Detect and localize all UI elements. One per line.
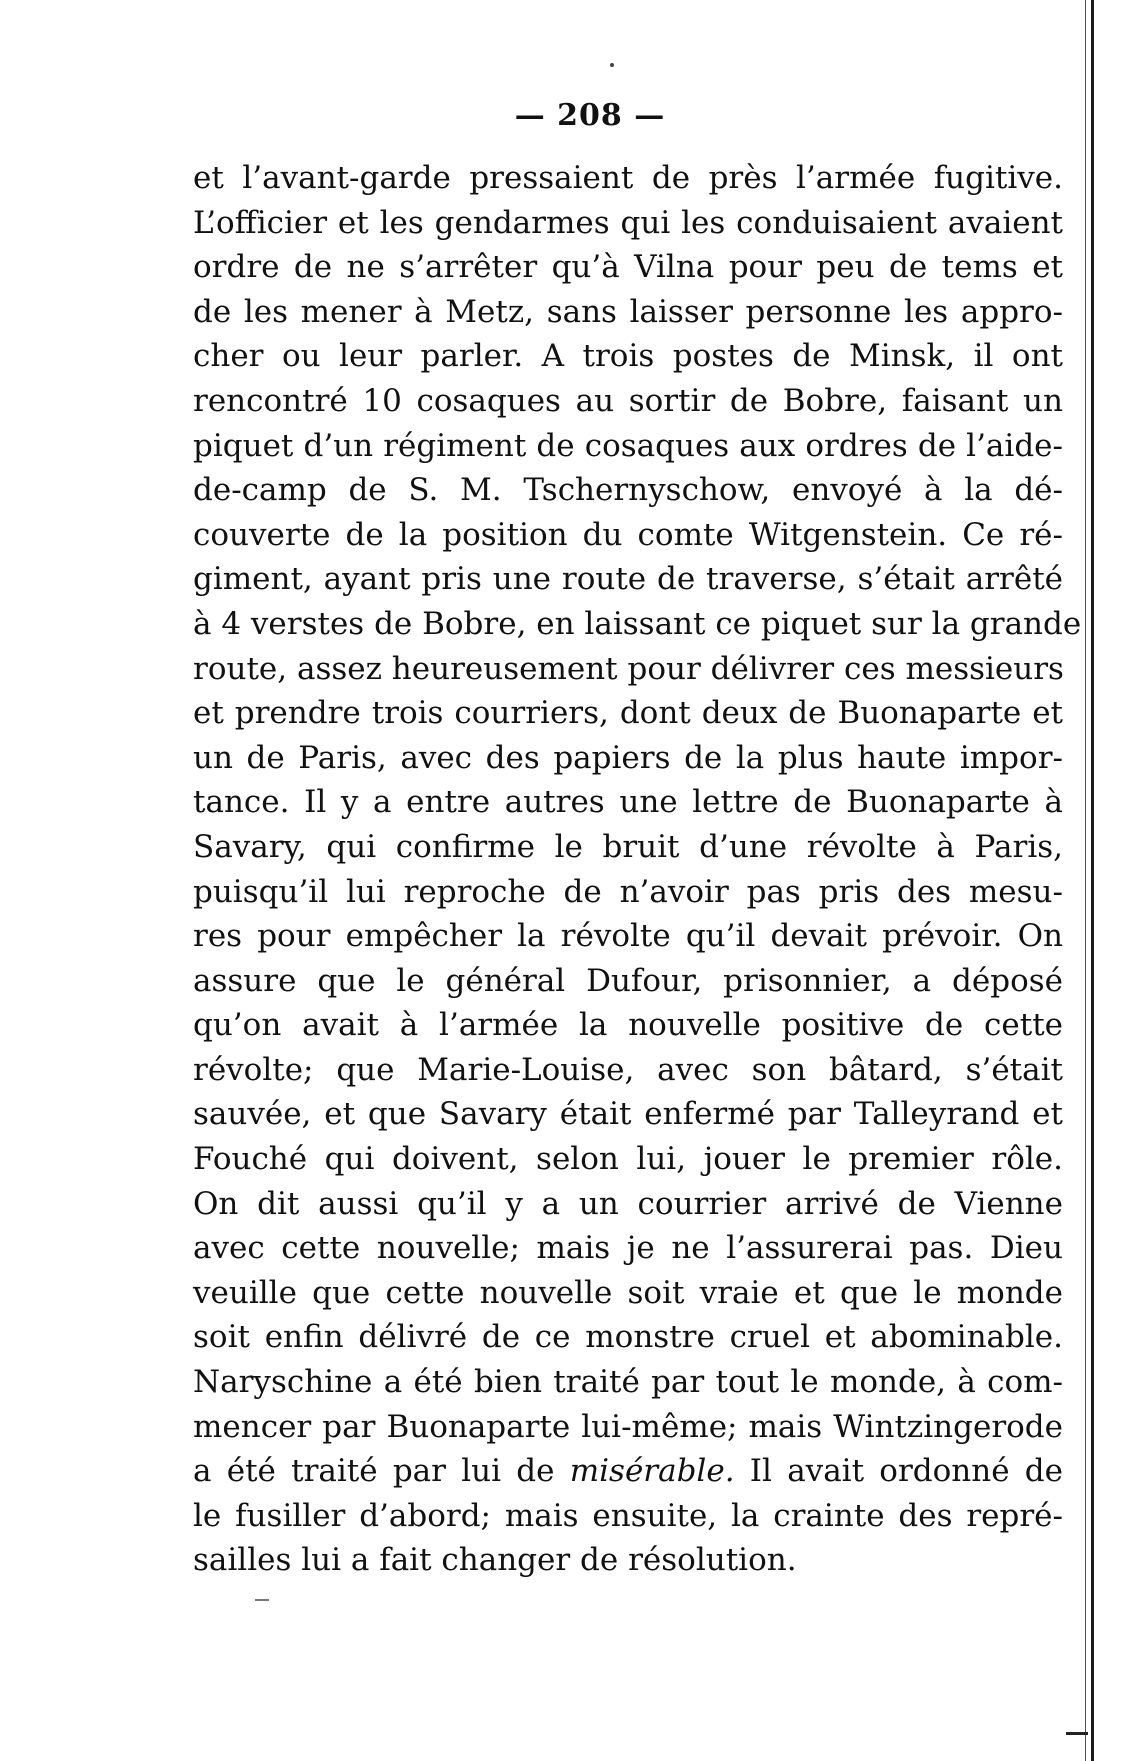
text-line-31: le fusiller d’abord; mais ensuite, la crainte des repré- [193, 1497, 1063, 1534]
text-line-16: Savary, qui confirme le bruit d’une révolte à Paris, [193, 828, 1063, 865]
page-edge-rule [1091, 0, 1094, 1761]
text-line-8: de-camp de S. M. Tschernyschow, envoyé à la dé- [193, 472, 1063, 509]
text-line-23: Fouché qui doivent, selon lui, jouer le premier rôle. [193, 1141, 1063, 1178]
text-line-19: assure que le général Dufour, prisonnier, a déposé [193, 962, 1063, 999]
text-line-7: piquet d’un régiment de cosaques aux ordres de l’aide- [193, 427, 1063, 464]
stray-dash-mark [255, 1599, 269, 1601]
text-line-25: avec cette nouvelle; mais je ne l’assurerai pas. Dieu [193, 1230, 1063, 1267]
text-line-22: sauvée, et que Savary était enfermé par Talleyrand et [193, 1096, 1063, 1133]
text-line-30-end: Il avait ordonné de [734, 1453, 1063, 1490]
text-line-1: et l’avant-garde pressaient de près l’armée fugitive. [193, 160, 1063, 196]
text-line-28: Naryschine a été bien traité par tout le monde, à com- [193, 1364, 1063, 1401]
text-line-18: res pour empêcher la révolte qu’il devait prévoir. On [193, 918, 1063, 955]
text-line-13: et prendre trois courriers, dont deux de Buonaparte et [193, 695, 1063, 732]
text-line-12: route, assez heureusement pour délivrer ces messieurs [193, 650, 1064, 687]
text-line-30-start: a été traité par lui de [193, 1453, 570, 1490]
text-line-29: mencer par Buonaparte lui-même; mais Wintzingerode [193, 1408, 1063, 1445]
text-line-4: de les mener à Metz, sans laisser personne les appro- [193, 293, 1063, 330]
text-line-5: cher ou leur parler. A trois postes de Minsk, il ont [193, 338, 1063, 375]
text-line-3: ordre de ne s’arrêter qu’à Vilna pour peu de tems et [193, 249, 1063, 286]
text-line-30 [193, 1449, 1063, 1494]
italic-word: misérable. [569, 1453, 735, 1490]
text-line-6: rencontré 10 cosaques au sortir de Bobre, faisant un [193, 382, 1063, 419]
text-line-24: On dit aussi qu’il y a un courrier arrivé de Vienne [193, 1185, 1063, 1222]
body-text [193, 156, 1082, 1583]
text-line-27: soit enfin délivré de ce monstre cruel et abominable. [193, 1319, 1063, 1356]
text-line-26: veuille que cette nouvelle soit vraie et que le monde [193, 1274, 1063, 1311]
text-line-2: L’officier et les gendarmes qui les conduisaient avaient [193, 204, 1063, 241]
corner-mark [1066, 1732, 1088, 1735]
page-edge-shadow [1085, 0, 1086, 1761]
text-line-14: un de Paris, avec des papiers de la plus haute impor- [193, 739, 1063, 776]
text-line-9: couverte de la position du comte Witgenstein. Ce ré- [193, 516, 1063, 553]
ink-speck [610, 63, 614, 67]
page-number: — 208 — [514, 98, 666, 133]
text-line-11: à 4 verstes de Bobre, en laissant ce piquet sur la grande [193, 605, 1082, 642]
text-line-15: tance. Il y a entre autres une lettre de Buonaparte à [193, 784, 1063, 821]
text-line-17: puisqu’il lui reproche de n’avoir pas pris des mesu- [193, 873, 1063, 910]
text-line-32: sailles lui a fait changer de résolution. [193, 1542, 797, 1579]
text-line-10: giment, ayant pris une route de traverse, s’était arrêté [193, 561, 1063, 598]
text-line-21: révolte; que Marie-Louise, avec son bâtard, s’était [193, 1051, 1063, 1088]
text-line-20: qu’on avait à l’armée la nouvelle positive de cette [193, 1007, 1063, 1044]
